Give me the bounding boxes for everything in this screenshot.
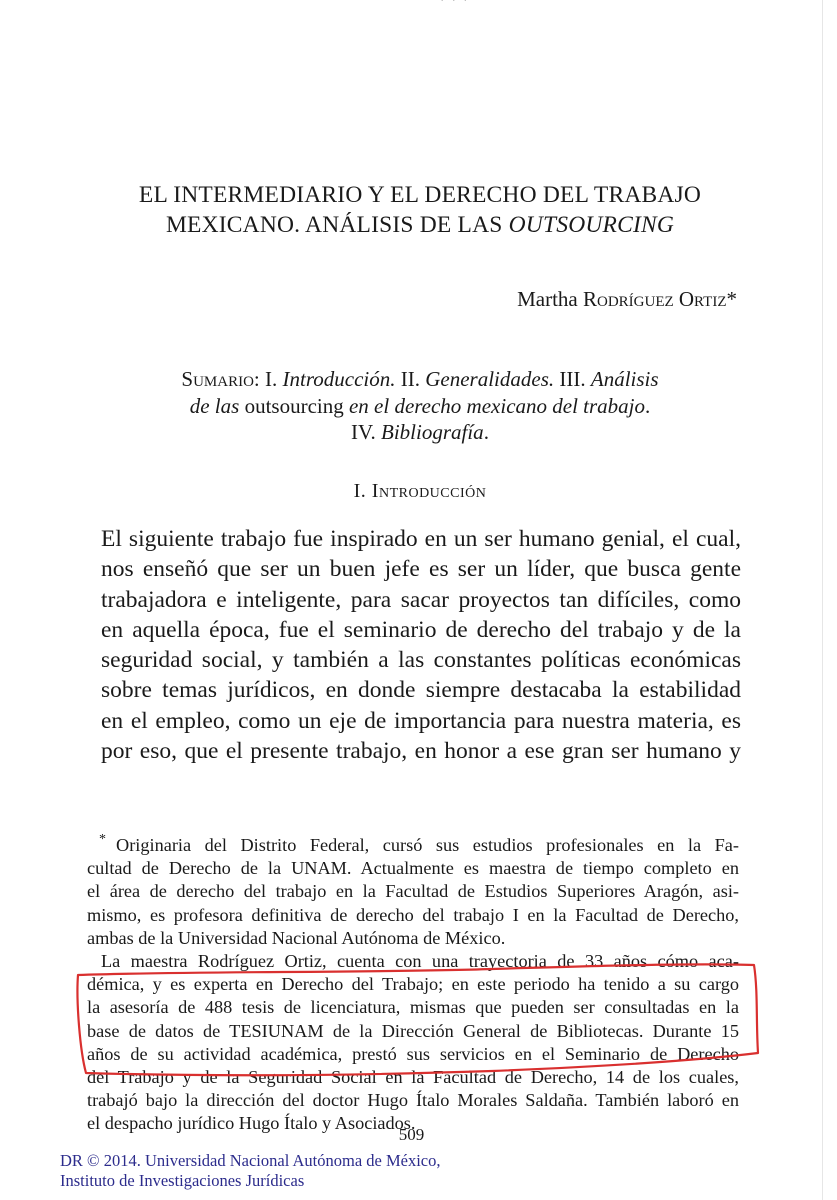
summary-item-2: Generalidades. [425, 367, 555, 391]
summary-num-3: III. [554, 367, 591, 391]
author-footnote-mark: * [726, 287, 737, 311]
summary [170, 366, 670, 446]
article-title [100, 180, 740, 240]
footnote-line: años de su actividad académica, prestó sus servicios en el Seminario de Derecho [87, 1043, 739, 1064]
summary-item-4: Bibliografía [381, 420, 484, 444]
body-line: en el empleo, como un eje de importancia para nuestra materia, es [101, 707, 741, 734]
body-paragraph [101, 524, 741, 766]
title-line-2-text: MEXICANO. ANÁLISIS DE LAS [165, 212, 509, 238]
summary-num-1: I. [259, 367, 283, 391]
copyright-line-2: Instituto de Investigaciones Jurídicas [60, 1171, 305, 1190]
summary-item-3-end: . [645, 393, 651, 418]
summary-line-1 [170, 366, 670, 393]
footnote-line: ambas de la Universidad Nacional Autónoma de México. [87, 927, 506, 948]
footnote-line: trabajó bajo la dirección del doctor Hugo Ítalo Morales Saldaña. También laboró en [87, 1090, 739, 1111]
summary-item-3c: outsourcing [239, 393, 349, 418]
title-line-1: EL INTERMEDIARIO Y EL DERECHO DEL TRABAJO [138, 182, 702, 208]
footnote-line: Originaria del Distrito Federal, cursó sus estudios profesionales en la Fa- [116, 835, 739, 855]
body-line: sobre temas jurídicos, en donde siempre destacaba la estabilidad [101, 677, 741, 704]
title-outsourcing: OUTSOURCING [508, 212, 675, 238]
footnote-mark: * [99, 832, 106, 847]
summary-label: Sumario: [181, 367, 260, 391]
summary-item-4-end: . [483, 420, 489, 444]
summary-item-3a: Análisis [590, 367, 659, 391]
title-line-2 [100, 210, 740, 240]
footnote-line: el área de derecho del trabajo en la Facultad de Estudios Superiores Aragón, asi- [87, 881, 739, 902]
footnote-line: mismo, es profesora definitiva de derecho del trabajo I en la Facultad de Derecho, [87, 904, 739, 925]
footnote-line: cultad de Derecho de la UNAM. Actualmente es maestra de tiempo completo en [87, 858, 739, 879]
body-line: en aquella época, fue el seminario de derecho del trabajo y de la [101, 616, 741, 643]
summary-line-3 [170, 419, 670, 446]
footnote-line: base de datos de TESIUNAM de la Dirección General de Bibliotecas. Durante 15 [87, 1020, 739, 1041]
copyright-line-1: DR © 2014. Universidad Nacional Autónoma de México, [60, 1151, 441, 1170]
page-number: 509 [398, 1125, 425, 1144]
section-heading [100, 480, 740, 503]
body-line: trabajadora e inteligente, para sacar proyectos tan difíciles, como [101, 586, 741, 613]
author-last-name: Rodríguez Ortiz [582, 287, 727, 311]
author-first-name: Martha [517, 287, 583, 311]
copyright-notice [60, 1151, 441, 1191]
body-line: El siguiente trabajo fue inspirado en un ser humano genial, el cual, [101, 526, 741, 552]
section-title: Introducción [371, 480, 487, 502]
summary-item-3b: de las [189, 393, 240, 418]
footnote-line: del Trabajo y de la Seguridad Social en la Facultad de Derecho, 14 de los cuales, [87, 1067, 739, 1088]
summary-item-1: Introducción. [282, 367, 396, 391]
footnote-line: La maestra Rodríguez Ortiz, cuenta con una trayectoria de 33 años cómo aca- [101, 951, 739, 972]
author [517, 287, 737, 312]
header-fragment [440, 0, 560, 4]
body-line: nos enseñó que ser un buen jefe es ser un líder, que busca gente [101, 556, 741, 583]
footnote [87, 834, 739, 1136]
summary-num-2: II. [395, 367, 426, 391]
section-number: I. [353, 480, 372, 502]
footnote-line: el despacho jurídico Hugo Ítalo y Asociados. [87, 1113, 416, 1134]
body-line: seguridad social, y también a las constantes políticas económicas [101, 647, 741, 674]
summary-num-4: IV. [351, 420, 381, 444]
summary-item-3d: en el derecho mexicano del trabajo [348, 393, 646, 418]
footnote-line: la asesoría de 488 tesis de licenciatura, mismas que pueden ser consultadas en la [87, 997, 739, 1018]
summary-line-2 [170, 393, 670, 420]
body-line: por eso, que el presente trabajo, en honor a ese gran ser humano y [101, 738, 741, 765]
footnote-line: démica, y es experta en Derecho del Trabajo; en este periodo ha tenido a su cargo [87, 974, 739, 995]
